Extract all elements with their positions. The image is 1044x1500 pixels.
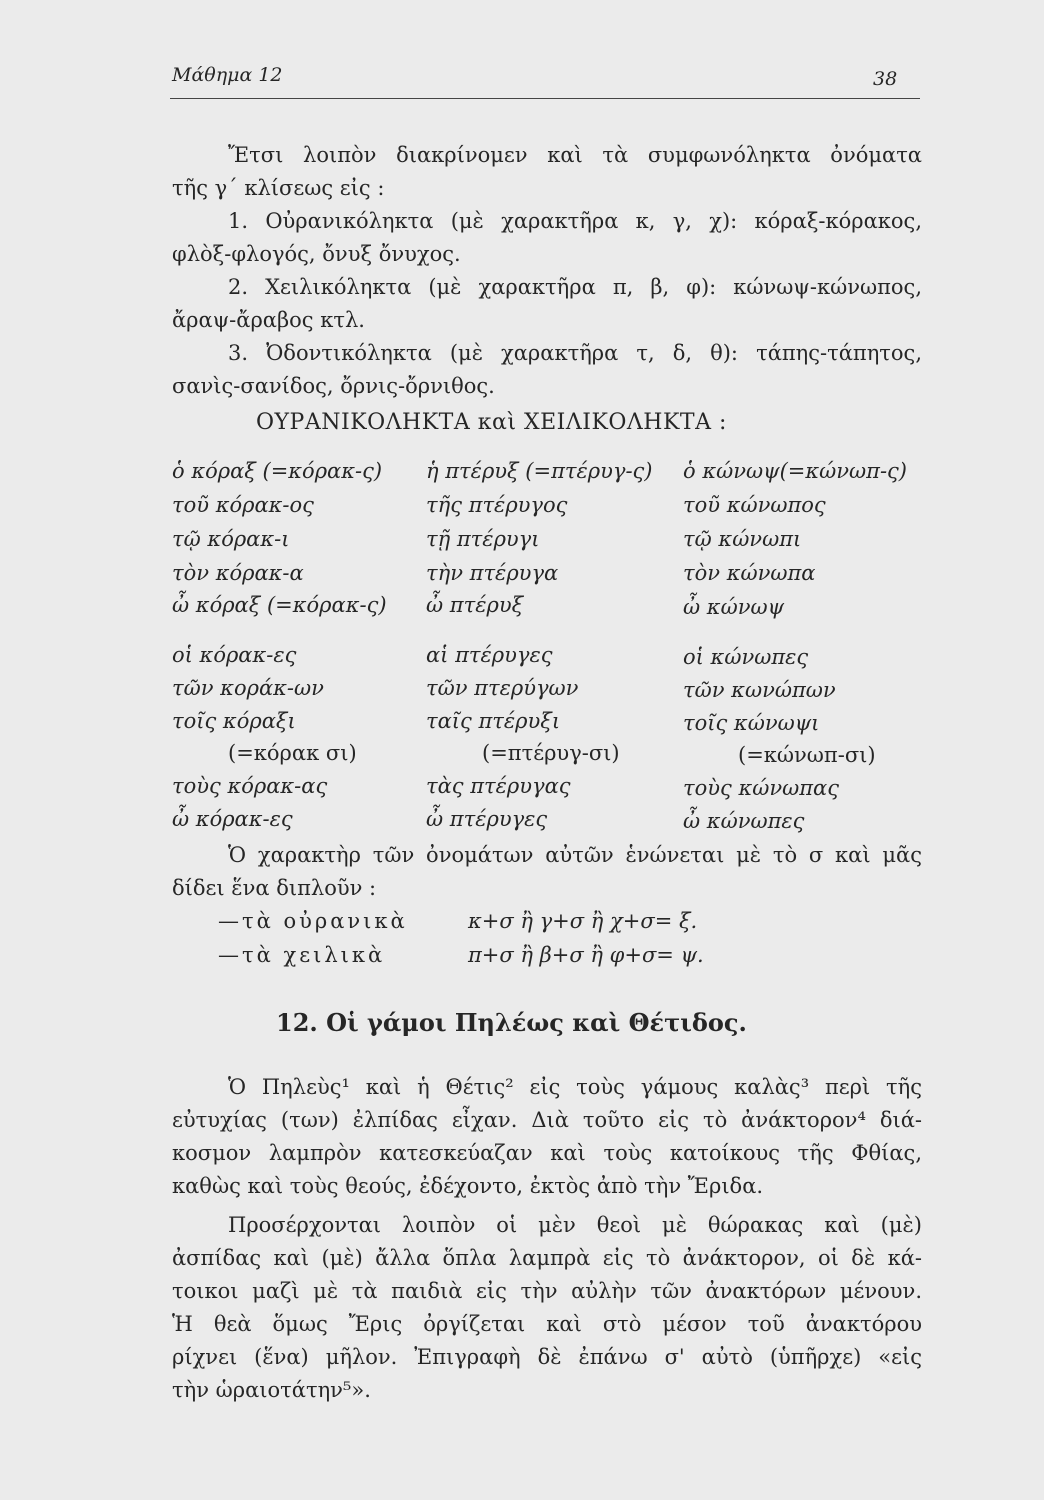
table-cell: τοὺς κώνωπας xyxy=(683,776,839,800)
page-number: 38 xyxy=(873,68,898,90)
intro-line: 2. Χειλικόληκτα (μὲ χαρακτῆρα π, β, φ): κώνωψ-κώνωπος, xyxy=(228,275,922,299)
declension-heading: ΟΥΡΑΝΙΚΟΛΗΚΤΑ καὶ ΧΕΙΛΙΚΟΛΗΚΤΑ : xyxy=(256,410,727,435)
paragraph-line: τὴν ὡραιοτάτην⁵». xyxy=(172,1378,371,1402)
table-cell: τῶν κοράκ-ων xyxy=(172,676,324,700)
table-cell: ἡ πτέρυξ (=πτέρυγ-ς) xyxy=(426,459,653,483)
table-cell: (=κώνωπ-σι) xyxy=(738,743,876,767)
table-cell: τοῦ κώνωπος xyxy=(683,493,826,517)
table-cell: ὦ κόρακ-ες xyxy=(172,807,293,831)
paragraph-line: Ἡ θεὰ ὅμως Ἔρις ὀργίζεται καὶ στὸ μέσον τοῦ ἀνακτόρου xyxy=(172,1312,922,1336)
intro-line: φλὸξ-φλογός, ὄνυξ ὄνυχος. xyxy=(172,242,461,266)
paragraph-line: ἀσπίδας καὶ (μὲ) ἄλλα ὅπλα λαμπρὰ εἰς τὸ ἀνάκτορον, οἱ δὲ κά- xyxy=(172,1246,922,1270)
table-cell: τοὺς κόρακ-ας xyxy=(172,774,328,798)
paragraph-line: τοικοι μαζὶ μὲ τὰ παιδιὰ εἰς τὴν αὐλὴν τῶν ἀνακτόρων μένουν. xyxy=(172,1279,922,1303)
table-cell: ὦ κόραξ (=κόρακ-ς) xyxy=(172,593,387,617)
table-cell: τοῖς κόραξι xyxy=(172,709,296,733)
intro-line: 3. Ὀδοντικόληκτα (μὲ χαρακτῆρα τ, δ, θ): τάπης-τάπητος, xyxy=(228,341,922,365)
paragraph-line: Προσέρχονται λοιπὸν οἱ μὲν θεοὶ μὲ θώρακας καὶ (μὲ) xyxy=(228,1213,922,1237)
table-cell: ὦ πτέρυγες xyxy=(426,807,548,831)
paragraph-line: Ὁ Πηλεὺς¹ καὶ ἡ Θέτις² εἰς τοὺς γάμους καλὰς³ περὶ τῆς xyxy=(228,1075,922,1099)
intro-line: σανὶς-σανίδος, ὄρνις-ὄρνιθος. xyxy=(172,374,495,398)
table-cell: τῶν κωνώπων xyxy=(683,678,836,702)
table-cell: ὦ πτέρυξ xyxy=(426,593,524,617)
table-cell: τοῦ κόρακ-ος xyxy=(172,493,314,517)
header-rule xyxy=(170,98,920,99)
table-cell: τῷ κόρακ-ι xyxy=(172,527,290,551)
table-cell: οἱ κόρακ-ες xyxy=(172,643,297,667)
paragraph-line: καθὼς καὶ τοὺς θεούς, ἐδέχοντο, ἐκτὸς ἀπὸ τὴν Ἔριδα. xyxy=(172,1174,764,1198)
table-cell: τοῖς κώνωψι xyxy=(683,711,820,735)
table-cell: τῷ κώνωπι xyxy=(683,527,802,551)
intro-line: ἄραψ-ἄραβος κτλ. xyxy=(172,308,365,332)
header-lesson-title: Μάθημα 12 xyxy=(172,64,283,86)
table-cell: τὸν κώνωπα xyxy=(683,561,816,585)
table-cell: (=κόρακ σι) xyxy=(228,741,357,765)
table-cell: τὸν κόρακ-α xyxy=(172,561,304,585)
table-cell: τὴν πτέρυγα xyxy=(426,561,559,585)
intro-line: Ἔτσι λοιπὸν διακρίνομεν καὶ τὰ συμφωνόληκτα ὀνόματα xyxy=(228,143,922,167)
note-line: δίδει ἕνα διπλοῦν : xyxy=(172,876,377,900)
intro-line: τῆς γ΄ κλίσεως εἰς : xyxy=(172,176,385,200)
formula-label: —τὰ οὐρανικὰ xyxy=(218,909,408,933)
note-line: Ὁ χαρακτὴρ τῶν ὀνομάτων αὐτῶν ἑνώνεται μὲ τὸ σ καὶ μᾶς xyxy=(228,843,922,867)
paragraph-line: κοσμον λαμπρὸν κατεσκεύαζαν καὶ τοὺς κατοίκους τῆς Φθίας, xyxy=(172,1141,922,1165)
table-cell: ὦ κώνωψ xyxy=(683,595,785,619)
paragraph-line: εὐτυχίας (των) ἐλπίδας εἶχαν. Διὰ τοῦτο εἰς τὸ ἀνάκτορον⁴ διά- xyxy=(172,1108,922,1132)
table-cell: ταῖς πτέρυξι xyxy=(426,709,561,733)
section-title: 12. Οἱ γάμοι Πηλέως καὶ Θέτιδος. xyxy=(276,1008,747,1037)
formula-label: —τὰ χειλικὰ xyxy=(218,943,386,967)
table-cell: ὁ κόραξ (=κόρακ-ς) xyxy=(172,459,383,483)
formula-rule: π+σ ἢ β+σ ἢ φ+σ= ψ. xyxy=(468,943,704,967)
table-cell: αἱ πτέρυγες xyxy=(426,643,553,667)
table-cell: (=πτέρυγ-σι) xyxy=(482,741,620,765)
table-cell: τῆς πτέρυγος xyxy=(426,493,568,517)
table-cell: τῶν πτερύγων xyxy=(426,676,579,700)
table-cell: οἱ κώνωπες xyxy=(683,645,809,669)
intro-line: 1. Οὐρανικόληκτα (μὲ χαρακτῆρα κ, γ, χ): κόραξ-κόρακος, xyxy=(228,209,922,233)
paragraph-line: ρίχνει (ἕνα) μῆλον. Ἐπιγραφὴ δὲ ἐπάνω σ' αὐτὸ (ὑπῆρχε) «εἰς xyxy=(172,1345,922,1369)
table-cell: ὦ κώνωπες xyxy=(683,809,805,833)
table-cell: τὰς πτέρυγας xyxy=(426,774,571,798)
formula-rule: κ+σ ἢ γ+σ ἢ χ+σ= ξ. xyxy=(468,909,698,933)
table-cell: ὁ κώνωψ(=κώνωπ-ς) xyxy=(683,459,907,483)
table-cell: τῇ πτέρυγι xyxy=(426,527,540,551)
